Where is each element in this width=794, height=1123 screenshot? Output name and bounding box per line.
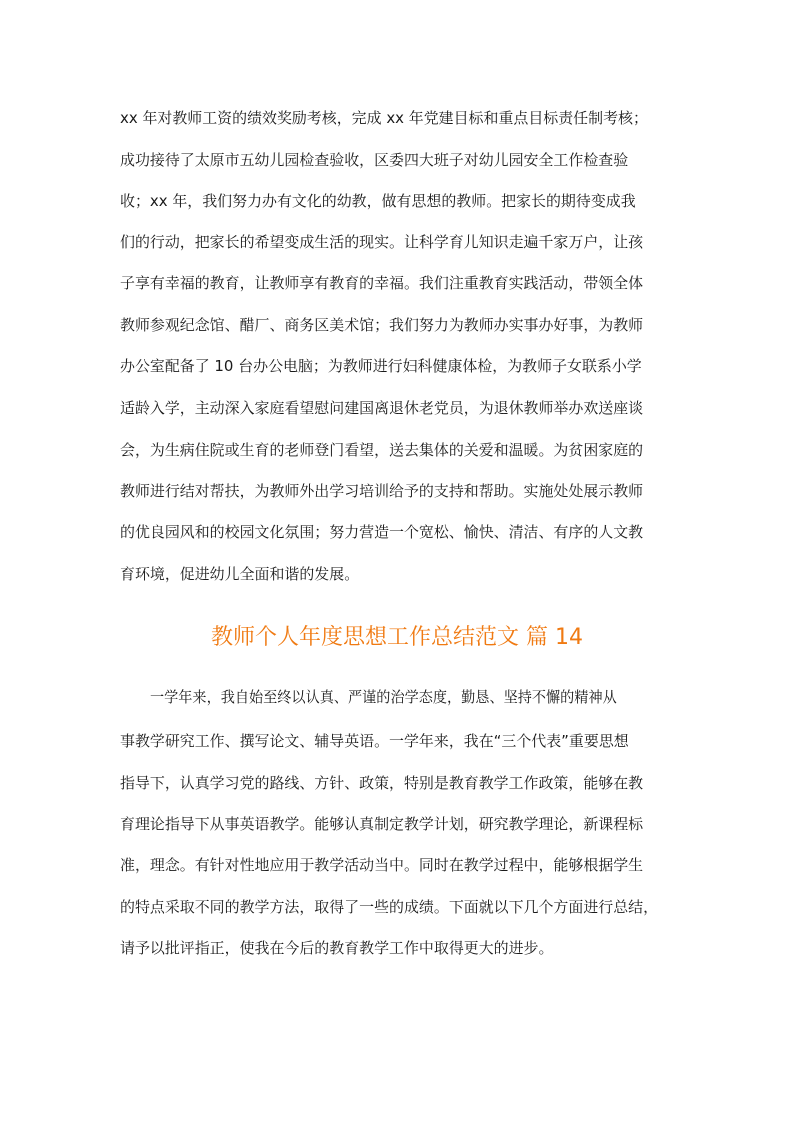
paragraph2-line: 的特点采取不同的教学方法，取得了一些的成绩。下面就以下几个方面进行总结， [120,898,659,916]
paragraph1-line: 成功接待了太原市五幼儿园检查验收，区委四大班子对幼儿园安全工作检查验 [120,151,629,169]
paragraph2-line: 准，理念。有针对性地应用于教学活动当中。同时在教学过程中，能够根据学生 [120,856,644,874]
paragraph1-line: 适龄入学，主动深入家庭看望慰问建国离退休老党员，为退休教师举办欢送座谈 [120,399,644,417]
paragraph1-line: 收；xx 年，我们努力办有文化的幼教，做有思想的教师。把家长的期待变成我 [120,192,636,210]
paragraph1-line: 会，为生病住院或生育的老师登门看望，送去集体的关爱和温暖。为贫困家庭的 [120,441,644,459]
paragraph2-line: 请予以批评指正，使我在今后的教育教学工作中取得更大的进步。 [120,939,554,957]
paragraph1-line: 的优良园风和的校园文化氛围；努力营造一个宽松、愉快、清洁、有序的人文教 [120,523,644,541]
paragraph1-line: xx 年对教师工资的绩效奖励考核，完成 xx 年党建目标和重点目标责任制考核； [120,109,648,127]
paragraph2-line: 指导下，认真学习党的路线、方针、政策，特别是教育教学工作政策，能够在教 [120,774,644,792]
section-heading: 教师个人年度思想工作总结范文 篇 14 [211,625,583,650]
paragraph2-line: 事教学研究工作、撰写论文、辅导英语。一学年来，我在“三个代表”重要思想 [120,732,629,750]
paragraph2-line: 育理论指导下从事英语教学。能够认真制定教学计划，研究教学理论，新课程标 [120,815,644,833]
paragraph1-line: 们的行动，把家长的希望变成生活的现实。让科学育儿知识走遍千家万户，让孩 [120,233,644,251]
paragraph1-line: 办公室配备了 10 台办公电脑；为教师进行妇科健康体检，为教师子女联系小学 [120,357,642,375]
paragraph1-line: 教师参观纪念馆、醋厂、商务区美术馆；我们努力为教师办实事办好事，为教师 [120,316,644,334]
paragraph1-line: 教师进行结对帮扶，为教师外出学习培训给予的支持和帮助。实施处处展示教师 [120,482,644,500]
paragraph1-line: 子享有幸福的教育，让教师享有教育的幸福。我们注重教育实践活动，带领全体 [120,274,644,292]
paragraph1-line: 育环境，促进幼儿全面和谐的发展。 [120,565,360,583]
paragraph2-line: 一学年来，我自始至终以认真、严谨的治学态度，勤恳、坚持不懈的精神从 [150,688,617,706]
